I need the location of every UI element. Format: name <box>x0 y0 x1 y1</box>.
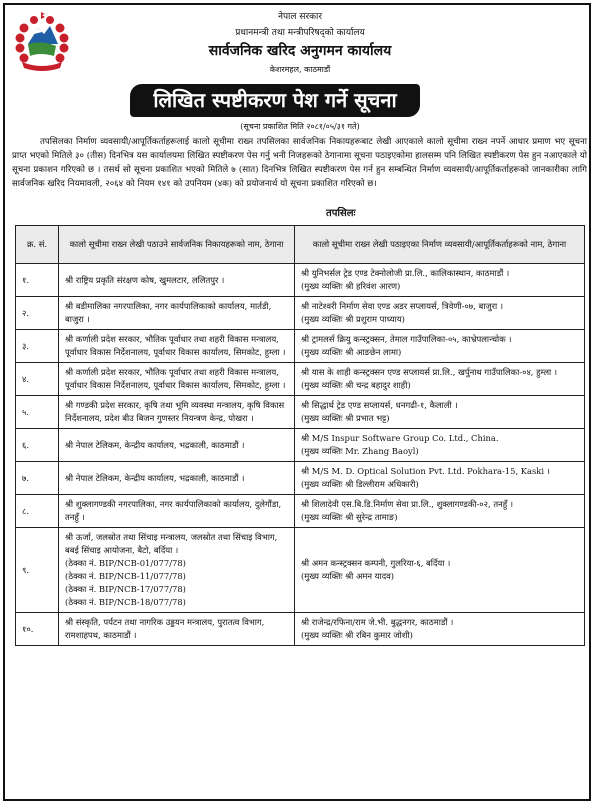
table-row <box>16 495 585 528</box>
vendor-cell <box>295 429 585 462</box>
entity-cell <box>59 528 295 613</box>
key-person: (मुख्य व्यक्तिः श्री हरिवंश आरण) <box>301 281 401 291</box>
office-name: सार्वजनिक खरिद अनुगमन कार्यालय <box>208 43 392 59</box>
vendor-cell <box>295 330 585 363</box>
table-row <box>16 528 585 613</box>
entity-cell <box>59 363 295 396</box>
table-row <box>16 264 585 297</box>
header-entity: कालो सूचीमा राख्न लेखी पठाउने सार्वजनिक निकायहरूको नाम, ठेगाना <box>59 226 295 264</box>
serial-number: ५. <box>16 396 59 429</box>
entity-name: श्री संस्कृति, पर्यटन तथा नागरिक उड्डयन मन्त्रालय, पुरातत्व विभाग, रामशाहपथ, काठमाडौं । <box>65 617 265 640</box>
vendor-name: श्री नाटेश्वरी निर्माण सेवा एण्ड अडर सप्लायर्स, त्रिवेणी-०७, बाजुरा । <box>301 301 504 311</box>
vendor-cell <box>295 528 585 613</box>
vendor-name: श्री राजेन्द्र/रफिना/राम जे.भी. बुद्धनगर, काठमाडौं । <box>301 617 454 627</box>
table-row <box>16 297 585 330</box>
entity-name: श्री नेपाल टेलिकम, केन्द्रीय कार्यालय, भद्रकाली, काठमाडौं । <box>65 472 245 483</box>
tender-number: (ठेक्का नं. BIP/NCB-18/077/78) <box>65 597 186 607</box>
blacklist-table <box>15 225 585 646</box>
vendor-cell <box>295 396 585 429</box>
serial-number: ९. <box>16 528 59 613</box>
tender-number: (ठेक्का नं. BIP/NCB-11/077/78) <box>65 571 186 581</box>
entity-cell <box>59 297 295 330</box>
key-person: (मुख्य व्यक्तिः श्री रबिन कुमार जोशी) <box>301 630 413 640</box>
table-header-row <box>16 226 585 264</box>
entity-name: श्री ऊर्जा, जलस्रोत तथा सिंचाइ मन्त्रालय, जलस्रोत तथा सिंचाइ विभाग, बबई सिंचाइ आयोजना, बैटो, बर्दिया । <box>65 532 278 555</box>
vendor-name: श्री शिलादेवी एस.बि.डि.निर्माण सेवा प्रा.लि., शुक्लागण्डकी-०२, तनहुँ । <box>301 499 514 509</box>
entity-cell <box>59 264 295 297</box>
serial-number: २. <box>16 297 59 330</box>
vendor-cell <box>295 495 585 528</box>
entity-cell <box>59 462 295 495</box>
table-row <box>16 462 585 495</box>
entity-name: श्री कर्णाली प्रदेश सरकार, भौतिक पूर्वाधार तथा शहरी विकास मन्त्रालय, पूर्वाधार विकास निर्देशनालय, पूर्वाधार विकास कार्यालय, सिमकोट, हुम्ला । <box>65 334 286 357</box>
serial-number: ३. <box>16 330 59 363</box>
key-person: (मुख्य व्यक्तिः श्री सुरेन्द्र तामाङ) <box>301 512 398 522</box>
table-row <box>16 613 585 646</box>
vendor-cell <box>295 363 585 396</box>
key-person: (मुख्य व्यक्तिः श्री चन्द्र बहादुर शाही) <box>301 380 411 390</box>
key-person: (मुख्य व्यक्तिः श्री आङछेन लामा) <box>301 347 402 357</box>
entity-cell <box>59 495 295 528</box>
vendor-name: श्री युनिभर्सल ट्रेड एण्ड टेक्नोलोजी प्रा.लि., कालिकास्थान, काठमाडौं । <box>301 268 510 278</box>
table-row <box>16 429 585 462</box>
serial-number: १०. <box>16 613 59 646</box>
vendor-name: श्री यास के शाही कन्स्ट्रक्सन एण्ड सप्लायर्स प्रा.लि., खर्पुनाथ गाउँपालिका-०४, हुम्ला । <box>301 367 558 377</box>
table-row <box>16 330 585 363</box>
vendor-name: श्री अमन कन्स्ट्रक्सन कम्पनी, गुलरिया-६, बर्दिया । <box>301 558 451 568</box>
entity-name: श्री गण्डकी प्रदेश सरकार, कृषि तथा भूमि व्यवस्था मन्त्रालय, कृषि विकास निर्देशनालय, प्रदेश बीउ बिजन गुणस्तर नियन्त्रण केन्द्र, पोखरा । <box>65 400 285 423</box>
key-person: (मुख्य व्यक्तिः श्री अमन यादव) <box>301 571 395 581</box>
key-person: (मुख्य व्यक्तिः Mr. Zhang Baoyl) <box>301 446 419 456</box>
govt-name: नेपाल सरकार <box>277 12 323 22</box>
entity-name: श्री राष्ट्रिय प्रकृति संरक्षण कोष, खुमलटार, ललितपुर । <box>65 274 225 285</box>
entity-name: श्री नेपाल टेलिकम, केन्द्रीय कार्यालय, भद्रकाली, काठमाडौं । <box>65 439 245 450</box>
notice-title-banner: लिखित स्पष्टीकरण पेश गर्ने सूचना <box>130 84 420 117</box>
table-row <box>16 363 585 396</box>
vendor-name: श्री M/S Inspur Software Group Co. Ltd., China. <box>301 433 499 443</box>
entity-cell <box>59 396 295 429</box>
serial-number: ६. <box>16 429 59 462</box>
entity-name: श्री कर्णाली प्रदेश सरकार, भौतिक पूर्वाधार तथा शहरी विकास मन्त्रालय, पूर्वाधार विकास निर्देशनालय, पूर्वाधार विकास कार्यालय, सिमकोट, हुम्ला । <box>65 367 286 390</box>
key-person: (मुख्य व्यक्तिः श्री प्रशुराम पाध्याय) <box>301 314 405 324</box>
key-person: (मुख्य व्यक्तिः श्री डिल्लीराम अधिकारी) <box>301 479 419 489</box>
header-vendor: कालो सूचीमा राख्न लेखी पठाइएका निर्माण व्यवसायी/आपूर्तिकर्ताहरूको नाम, ठेगाना <box>295 226 585 264</box>
serial-number: १. <box>16 264 59 297</box>
serial-number: ८. <box>16 495 59 528</box>
vendor-cell <box>295 297 585 330</box>
entity-name: श्री शुक्लागण्डकी नगरपालिका, नगर कार्यपालिकाको कार्यालय, दुलेगौंडा, तनहुँ । <box>65 499 282 522</box>
vendor-cell <box>295 462 585 495</box>
entity-name: श्री बडीमालिका नगरपालिका, नगर कार्यपालिकाको कार्यालय, मार्तडी, बाजुरा । <box>65 301 272 324</box>
vendor-name: श्री सिद्धार्थ ट्रेड एण्ड सप्लायर्स, धनगढी-१, कैलाली । <box>301 400 458 410</box>
entity-cell <box>59 613 295 646</box>
key-person: (मुख्य व्यक्तिः श्री प्रभात भट्ट) <box>301 413 390 423</box>
schedule-label: तपसिलः <box>326 208 356 219</box>
entity-cell <box>59 330 295 363</box>
entity-cell <box>59 429 295 462</box>
vendor-cell <box>295 613 585 646</box>
ministry-name: प्रधानमन्त्री तथा मन्त्रीपरिषद्को कार्यालय <box>235 28 365 38</box>
vendor-name: श्री M/S M. D. Optical Solution Pvt. Ltd. Pokhara-15, Kaski । <box>301 466 550 476</box>
vendor-name: श्री ट्रामलर्स क्रियु कन्स्ट्रक्सन, तेमाल गाउँपालिका-०५, काभ्रेपलान्चोक । <box>301 334 512 344</box>
tender-number: (ठेक्का नं. BIP/NCB-01/077/78) <box>65 558 186 568</box>
notice-body-text: तपसिलका निर्माण व्यवसायी/आपूर्तिकर्ताहरूलाई कालो सूचीमा राख्न तपसिलका सार्वजनिक निकायहरूबाट लेखी आएकाले कालो सूचीमा राख्न नपर्ने आधार प्रमाण भए सूचना प्राप्त भएको मितिले ३० (तीस) दिनभित्र यस कार्यालयमा लिखित स्पष्टीकरण पेस गर्नु भनी निजहरूको ठेगानामा सूचना पठाइएकोमा हालसम्म पनि लिखित स्पष्टीकरण पेस हुन नआएकाले यो सूचना प्रकाशन गरिएको छ । तसर्थ सो सूचना प्रकाशित भएको मितिले ७ (सात) दिनभित्र लिखित स्पष्टीकरण पेस गर्न हुन सम्बन्धित निर्माण व्यवसायी/आपूर्तिकर्ताहरूको जानकारीका लागि सार्वजनिक खरिद नियमावली, २०६४ को नियम १४१ को उपनियम (४क) को प्रयोजनार्थ यो सूचना प्रकाशित गरिएको छ। <box>12 137 587 189</box>
serial-number: ४. <box>16 363 59 396</box>
tender-number: (ठेक्का नं. BIP/NCB-17/077/78) <box>65 584 186 594</box>
publish-date: (सूचना प्रकाशित मिति २०८१/०५/३१ गते) <box>240 122 360 131</box>
header-serial: क्र. सं. <box>16 226 59 264</box>
office-address: केशरमहल, काठमाडौं <box>269 65 331 74</box>
serial-number: ७. <box>16 462 59 495</box>
vendor-cell <box>295 264 585 297</box>
notice-body <box>12 135 587 191</box>
table-row <box>16 396 585 429</box>
